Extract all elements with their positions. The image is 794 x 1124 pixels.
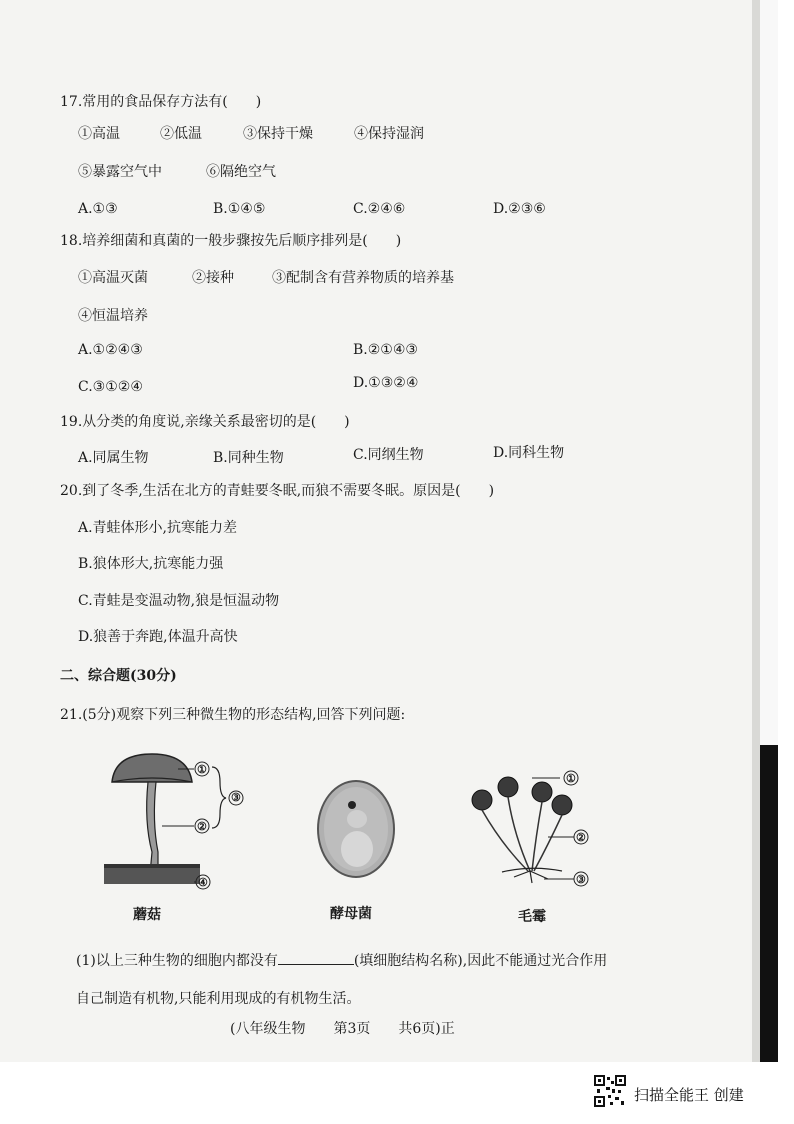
qr-code-icon [594,1075,626,1107]
answer-blank[interactable] [278,950,354,965]
q17-item: ④保持湿润 [354,126,424,142]
q17-choice-a[interactable]: A.①③ [78,201,118,217]
mushroom-label-1: ① [197,763,207,776]
q17-item: ③保持干燥 [243,126,313,142]
q21-stem: 21.(5分)观察下列三种微生物的形态结构,回答下列问题: [60,707,406,723]
page-footer: (八年级生物 第3页 共6页)正 [230,1021,455,1037]
q17-stem: 17.常用的食品保存方法有( ) [60,94,262,110]
section-title: 二、综合题(30分) [60,668,177,684]
paper-edge [752,0,760,1062]
q21-sub1-part1: (1)以上三种生物的细胞内都没有 [76,953,278,969]
q20-choice-c[interactable]: C.青蛙是变温动物,狼是恒温动物 [78,593,280,609]
q20-choice-a[interactable]: A.青蛙体形小,抗寒能力差 [78,520,238,536]
q17-choice-b[interactable]: B.①④⑤ [213,201,266,217]
scanner-watermark: 扫描全能王 创建 [634,1086,744,1104]
q18-item: ④恒温培养 [78,308,148,324]
q18-choice-d[interactable]: D.①③②④ [353,375,419,391]
q19-stem: 19.从分类的角度说,亲缘关系最密切的是( ) [60,414,350,430]
q20-choice-d[interactable]: D.狼善于奔跑,体温升高快 [78,629,238,645]
q21-sub1-line1 [76,950,607,970]
mushroom-label-2: ② [197,820,207,833]
q17-item: ②低温 [160,126,202,142]
q18-stem: 18.培养细菌和真菌的一般步骤按先后顺序排列是( ) [60,233,402,249]
q19-choice-c[interactable]: C.同纲生物 [353,447,424,463]
mold-name: 毛霉 [518,909,546,925]
q17-item: ⑥隔绝空气 [206,164,276,180]
q20-stem: 20.到了冬季,生活在北方的青蛙要冬眠,而狼不需要冬眠。原因是( ) [60,483,495,499]
mushroom-figure [100,752,250,897]
mold-label-2: ② [576,831,586,844]
mushroom-label-3: ③ [231,791,241,804]
q17-item: ⑤暴露空气中 [78,164,162,180]
yeast-name: 酵母菌 [330,906,372,922]
q18-choice-c[interactable]: C.③①②④ [78,379,143,395]
mushroom-label-4: ④ [198,876,208,889]
q20-choice-b[interactable]: B.狼体形大,抗寒能力强 [78,556,224,572]
margin-stripe [760,0,778,745]
q17-choice-c[interactable]: C.②④⑥ [353,201,406,217]
q18-item: ①高温灭菌 [78,270,148,286]
q17-choice-d[interactable]: D.②③⑥ [493,201,546,217]
q19-choice-d[interactable]: D.同科生物 [493,445,565,461]
q18-item: ③配制含有营养物质的培养基 [272,270,454,286]
q18-choice-b[interactable]: B.②①④③ [353,342,418,358]
q18-choice-a[interactable]: A.①②④③ [78,342,143,358]
q19-choice-b[interactable]: B.同种生物 [213,450,284,466]
mold-label-1: ① [566,772,576,785]
mold-label-3: ③ [576,873,586,886]
q19-choice-a[interactable]: A.同属生物 [78,450,149,466]
q21-sub1-line2: 自己制造有机物,只能利用现成的有机物生活。 [76,991,361,1007]
mushroom-name: 蘑菇 [133,907,161,923]
q21-sub1-part2: (填细胞结构名称),因此不能通过光合作用 [353,953,608,969]
dark-margin-tab [760,745,778,1062]
q17-item: ①高温 [78,126,120,142]
yeast-figure [312,777,402,887]
q18-item: ②接种 [192,270,234,286]
